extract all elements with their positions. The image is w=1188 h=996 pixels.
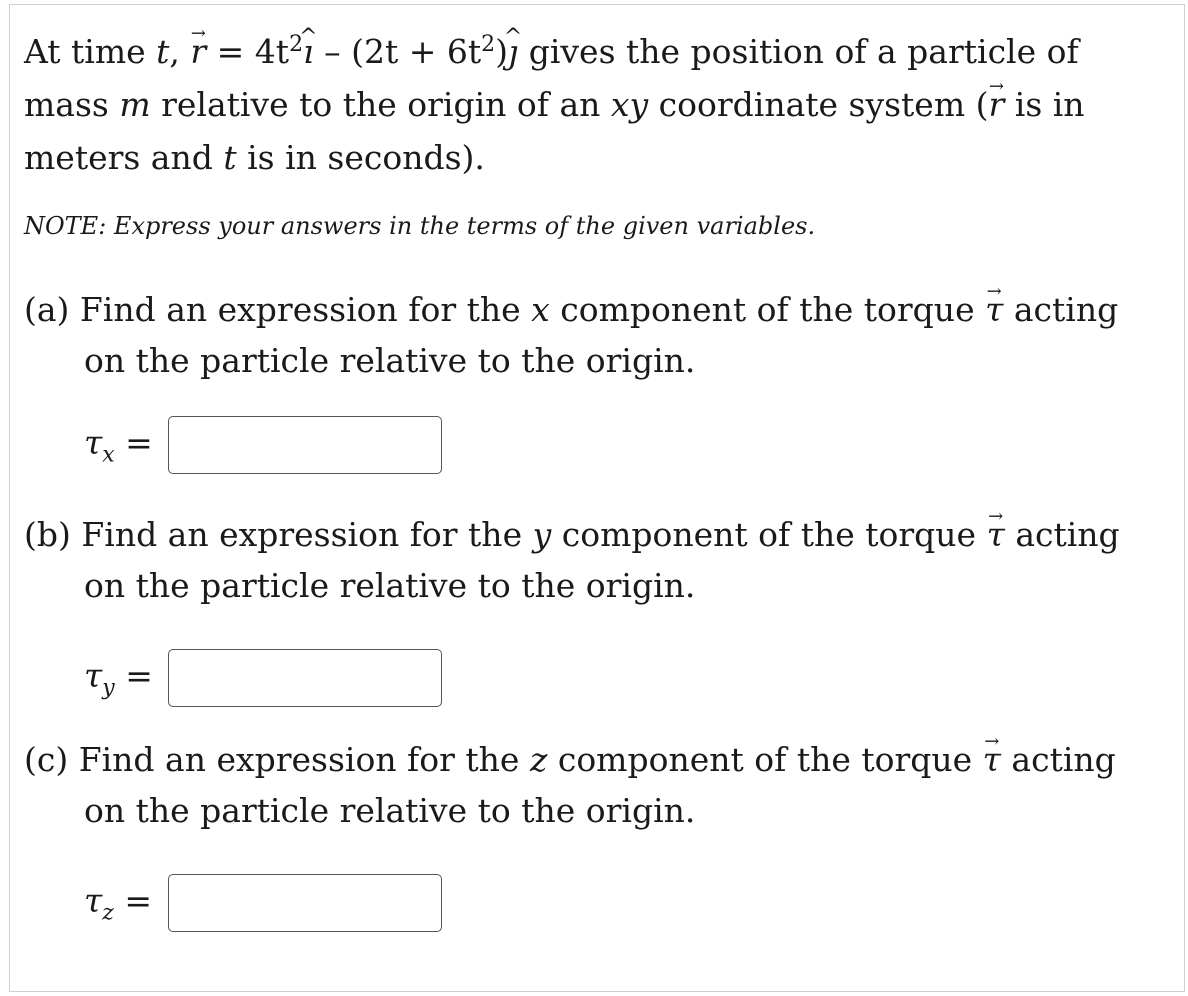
intro-text: mass xyxy=(24,85,120,124)
part-a-question xyxy=(24,284,1174,386)
vector-r: → r xyxy=(190,25,206,78)
part-text: component of the torque xyxy=(547,740,983,779)
intro-line-2 xyxy=(24,78,1174,131)
intro-text: is in xyxy=(1004,85,1085,124)
tau-x-input[interactable] xyxy=(168,416,442,474)
note-text: NOTE: Express your answers in the terms of the given variables. xyxy=(24,212,816,240)
answer-row-b xyxy=(84,647,442,709)
intro-text: – (2t + 6t xyxy=(313,32,482,71)
var-xy: xy xyxy=(610,85,649,124)
tau-y-input[interactable] xyxy=(168,649,442,707)
var-z: z xyxy=(529,740,548,779)
part-c-line-2: on the particle relative to the origin. xyxy=(84,791,696,830)
part-b-question xyxy=(24,509,1174,611)
part-text: (b) Find an expression for the xyxy=(24,515,533,554)
problem-statement xyxy=(24,18,1174,184)
part-text: (c) Find an expression for the xyxy=(24,740,530,779)
equals-sign: = xyxy=(114,655,153,695)
part-b-line-2: on the particle relative to the origin. xyxy=(84,566,696,605)
unit-vector-i: ^ ı xyxy=(303,25,314,78)
subscript: x xyxy=(102,442,115,468)
tau-symbol: τ xyxy=(84,655,103,695)
vector-tau: → τ xyxy=(985,284,1003,335)
part-a-line-2: on the particle relative to the origin. xyxy=(84,341,696,380)
intro-text: ) xyxy=(495,32,508,71)
answer-row-a xyxy=(84,414,442,476)
vector-tau: → τ xyxy=(983,734,1001,785)
unit-vector-j: ^ ȷ xyxy=(508,25,518,78)
part-text: acting xyxy=(1000,740,1116,779)
var-t: t xyxy=(156,32,170,71)
subscript: y xyxy=(102,675,115,701)
equals-sign: = xyxy=(114,422,153,462)
part-text: component of the torque xyxy=(549,290,986,329)
intro-line-3 xyxy=(24,131,1174,184)
subscript: z xyxy=(102,900,114,926)
part-c-question xyxy=(24,734,1174,836)
intro-text: , xyxy=(169,32,191,71)
tau-z-label xyxy=(84,881,168,926)
var-y: y xyxy=(532,515,552,554)
part-c-line-1 xyxy=(24,734,1174,785)
superscript: 2 xyxy=(289,32,304,57)
var-t: t xyxy=(223,138,237,177)
tau-y-label xyxy=(84,656,168,701)
part-text: (a) Find an expression for the xyxy=(24,290,532,329)
equals-sign: = xyxy=(113,880,152,920)
tau-z-input[interactable] xyxy=(168,874,442,932)
var-m: m xyxy=(119,85,151,124)
vector-tau: → τ xyxy=(987,509,1005,560)
intro-text: is in seconds). xyxy=(236,138,485,177)
part-text: acting xyxy=(1004,515,1120,554)
answer-row-c xyxy=(84,872,442,934)
part-text: component of the torque xyxy=(551,515,987,554)
intro-text: gives the position of a particle of xyxy=(518,32,1079,71)
tau-x-label xyxy=(84,423,168,468)
intro-text: relative to the origin of an xyxy=(150,85,611,124)
part-a-line-1 xyxy=(24,284,1174,335)
part-text: acting xyxy=(1003,290,1119,329)
tau-symbol: τ xyxy=(84,880,103,920)
intro-text: At time xyxy=(24,32,157,71)
intro-text: coordinate system ( xyxy=(648,85,989,124)
intro-text: meters and xyxy=(24,138,224,177)
vector-r: → r xyxy=(989,78,1005,131)
intro-text: = 4t xyxy=(206,32,290,71)
part-b-line-1 xyxy=(24,509,1174,560)
var-x: x xyxy=(531,290,550,329)
superscript: 2 xyxy=(481,32,496,57)
tau-symbol: τ xyxy=(84,422,103,462)
